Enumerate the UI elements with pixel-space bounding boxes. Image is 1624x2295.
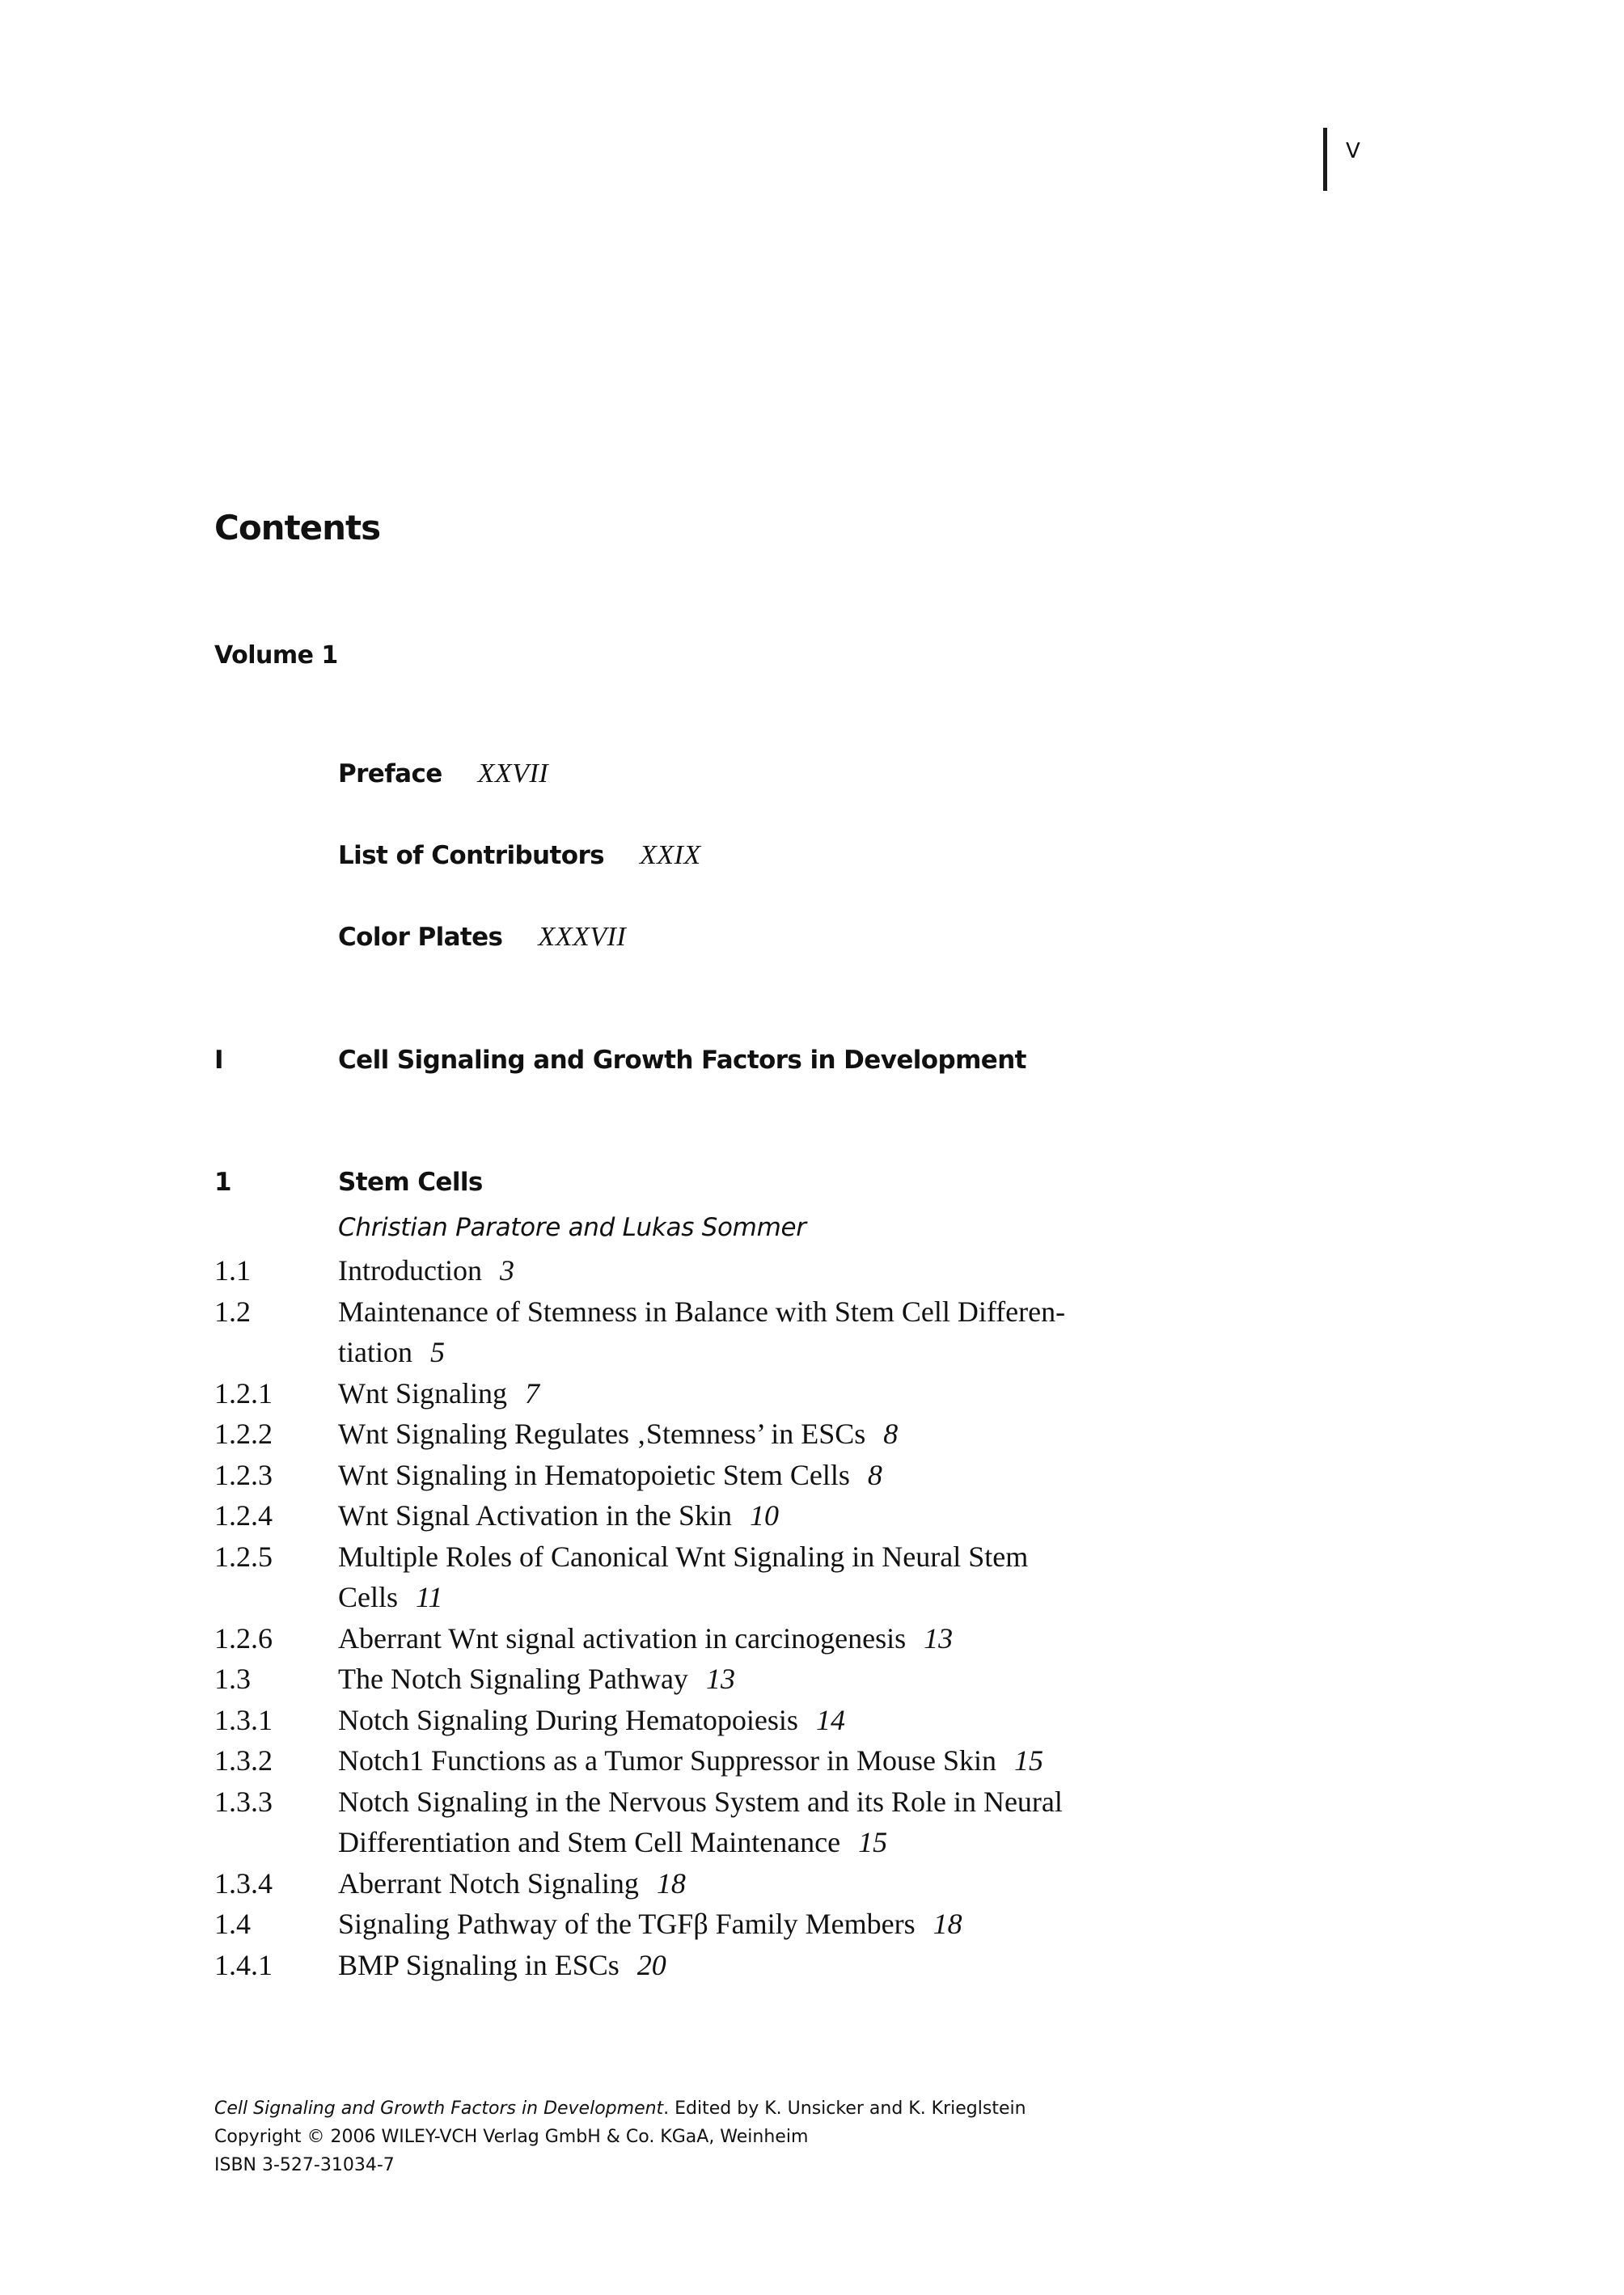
section-title: Notch1 Functions as a Tumor Suppressor in Mouse Skin — [338, 1744, 997, 1777]
copyright-footer — [214, 2094, 1026, 2179]
section-number: 1.3.3 — [214, 1785, 273, 1818]
front-matter-title: Color Plates — [338, 923, 503, 952]
section-title: Wnt Signal Activation in the Skin — [338, 1499, 732, 1532]
section-page: 20 — [636, 1948, 666, 1981]
section-title: Notch Signaling During Hematopoiesis — [338, 1703, 798, 1736]
footer-citation — [214, 2094, 1026, 2123]
toc-entry[interactable] — [214, 1863, 1185, 1904]
section-page: 15 — [1014, 1744, 1044, 1777]
section-number: 1.3.4 — [214, 1866, 273, 1900]
section-title-continued: Cells — [338, 1581, 399, 1613]
footer-editors: . Edited by K. Unsicker and K. Krieglstein — [663, 2098, 1026, 2119]
front-matter-preface[interactable] — [338, 759, 548, 789]
front-matter-page: XXIX — [640, 840, 701, 870]
part-number: I — [214, 1046, 224, 1075]
section-title-continued: Differentiation and Stem Cell Maintenance — [338, 1826, 841, 1858]
section-page: 18 — [656, 1866, 686, 1900]
section-title: Notch Signaling in the Nervous System and its Role in Neural — [338, 1785, 1063, 1818]
front-matter-contributors[interactable] — [338, 840, 701, 871]
section-page: 11 — [416, 1581, 443, 1613]
volume-heading: Volume 1 — [214, 641, 338, 670]
toc-entry[interactable] — [214, 1455, 1185, 1496]
toc-entry[interactable] — [214, 1618, 1185, 1659]
section-page: 15 — [858, 1826, 888, 1858]
chapter-authors: Christian Paratore and Lukas Sommer — [338, 1213, 806, 1242]
section-title: Wnt Signaling — [338, 1376, 507, 1410]
toc-entry[interactable] — [214, 1700, 1185, 1741]
section-title: The Notch Signaling Pathway — [338, 1663, 688, 1695]
section-number: 1.4 — [214, 1908, 251, 1940]
section-page: 8 — [883, 1418, 899, 1450]
chapter-title[interactable]: Stem Cells — [338, 1168, 483, 1197]
toc-entry[interactable] — [214, 1904, 1185, 1945]
section-title: Maintenance of Stemness in Balance with Stem Cell Differen- — [338, 1295, 1066, 1328]
toc-entry[interactable] — [214, 1536, 1185, 1618]
footer-copyright: Copyright © 2006 WILEY-VCH Verlag GmbH & Co. KGaA, Weinheim — [214, 2127, 809, 2147]
footer-book-title: Cell Signaling and Growth Factors in Development — [214, 2098, 664, 2119]
footer-isbn: ISBN 3-527-31034-7 — [214, 2155, 395, 2175]
front-matter-color-plates[interactable] — [338, 922, 626, 953]
section-number: 1.2.1 — [214, 1376, 273, 1410]
section-page: 18 — [933, 1908, 962, 1940]
section-number: 1.2.6 — [214, 1621, 273, 1655]
toc-entry[interactable] — [214, 1414, 1185, 1455]
section-title-continued: tiation — [338, 1336, 412, 1368]
section-number: 1.3 — [214, 1663, 251, 1695]
toc-entry[interactable] — [214, 1495, 1185, 1536]
section-title: Wnt Signaling in Hematopoietic Stem Cells — [338, 1458, 850, 1491]
page-title: Contents — [214, 508, 381, 547]
toc-entry[interactable] — [214, 1781, 1185, 1863]
section-page: 13 — [705, 1663, 735, 1695]
section-page: 3 — [499, 1254, 514, 1287]
folio-rule — [1323, 128, 1327, 191]
front-matter-title: Preface — [338, 759, 442, 788]
toc-entry[interactable] — [214, 1291, 1185, 1373]
toc-entry[interactable] — [214, 1945, 1185, 1986]
section-number: 1.3.1 — [214, 1703, 273, 1736]
section-title: BMP Signaling in ESCs — [338, 1948, 620, 1981]
section-page: 13 — [924, 1621, 954, 1655]
toc-entries — [214, 1250, 1185, 1985]
section-number: 1.2.2 — [214, 1418, 273, 1450]
section-title: Introduction — [338, 1254, 482, 1287]
section-number: 1.2.3 — [214, 1458, 273, 1491]
section-number: 1.2.4 — [214, 1499, 273, 1532]
section-number: 1.2.5 — [214, 1540, 273, 1573]
section-title: Wnt Signaling Regulates ‚Stemness’ in ESCs — [338, 1418, 866, 1450]
section-title: Multiple Roles of Canonical Wnt Signaling in Neural Stem — [338, 1540, 1029, 1573]
toc-entry[interactable] — [214, 1659, 1185, 1700]
page-folio: V — [1346, 139, 1360, 163]
section-title: Signaling Pathway of the TGFβ Family Members — [338, 1908, 916, 1940]
toc-entry[interactable] — [214, 1250, 1185, 1291]
section-number: 1.4.1 — [214, 1948, 273, 1981]
section-title: Aberrant Wnt signal activation in carcinogenesis — [338, 1621, 907, 1655]
section-number: 1.3.2 — [214, 1744, 273, 1777]
section-page: 7 — [525, 1376, 539, 1410]
section-title: Aberrant Notch Signaling — [338, 1866, 639, 1900]
section-page: 14 — [815, 1703, 845, 1736]
toc-entry[interactable] — [214, 1373, 1185, 1414]
section-page: 10 — [749, 1499, 779, 1532]
front-matter-page: XXVII — [477, 759, 549, 788]
section-page: 5 — [430, 1336, 445, 1368]
front-matter-title: List of Contributors — [338, 841, 604, 870]
section-page: 8 — [867, 1458, 882, 1491]
section-number: 1.2 — [214, 1295, 251, 1328]
toc-entry[interactable] — [214, 1740, 1185, 1781]
chapter-number: 1 — [214, 1168, 232, 1197]
part-title[interactable]: Cell Signaling and Growth Factors in Development — [338, 1046, 1026, 1075]
front-matter-page: XXXVII — [538, 922, 627, 952]
section-number: 1.1 — [214, 1254, 251, 1287]
